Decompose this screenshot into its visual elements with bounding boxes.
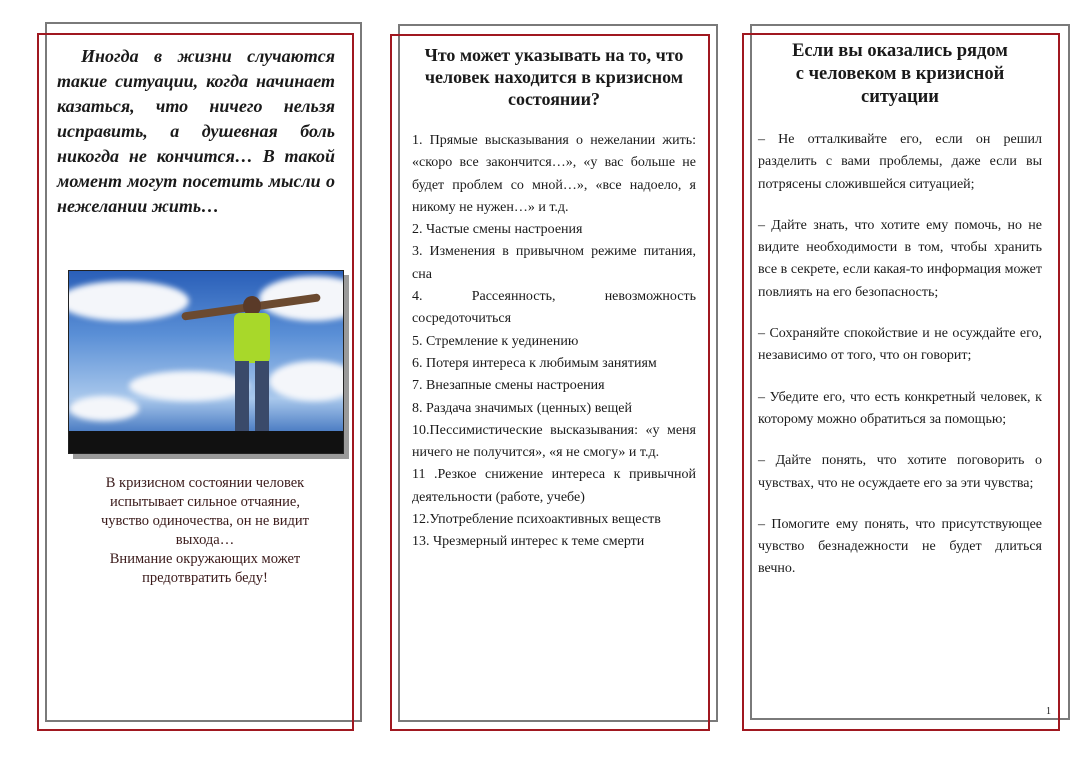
- left-intro-text: [57, 44, 335, 219]
- list-item: 11 .Резкое снижение интереса к привычной деятельности (работе, учебе): [412, 467, 696, 505]
- list-item: 5. Стремление к уединению: [412, 333, 579, 349]
- middle-panel: [412, 44, 696, 554]
- man-sky-photo: [68, 270, 344, 454]
- tip: – Помогите ему понять, что присутствующее чувство безнадежности не будет длиться вечно.: [758, 516, 1042, 577]
- list-item: 4. Рассеянность, невозможность сосредоточиться: [412, 289, 696, 327]
- right-title: Если вы оказались рядом с человеком в кризисной ситуации: [792, 41, 1008, 107]
- list-item: 8. Раздача значимых (ценных) вещей: [412, 400, 632, 416]
- signs-list: [412, 130, 696, 554]
- caption-line: чувство одиночества, он не видит: [100, 513, 310, 529]
- list-item: 6. Потеря интереса к любимым занятиям: [412, 355, 657, 371]
- list-item: 3. Изменения в привычном режиме питания, сна: [412, 244, 696, 282]
- list-item: 10.Пессимистические высказывания: «у меня ничего не получится», «я не смогу» и т.д.: [412, 422, 696, 461]
- tip: – Убедите его, что есть конкретный человек, к которому можно обратиться за помощью;: [758, 389, 1042, 427]
- list-item: 13. Чрезмерный интерес к теме смерти: [412, 534, 645, 550]
- list-item: 12.Употребление психоактивных веществ: [412, 512, 661, 528]
- caption-line: предотвратить беду!: [142, 570, 268, 586]
- caption-line: В кризисном состоянии человек: [105, 475, 305, 491]
- tips-list: [758, 129, 1042, 581]
- tip: – Дайте знать, что хотите ему помочь, но не видите необходимости в том, чтобы хранить все в секрете, если какая-то информация может повлиять на его безопасность;: [758, 217, 1042, 300]
- left-caption: [60, 474, 350, 588]
- right-panel: [758, 40, 1042, 600]
- caption-line: испытывает сильное отчаяние,: [110, 494, 300, 510]
- list-item: 2. Частые смены настроения: [412, 222, 583, 238]
- tip: – Сохраняйте спокойствие и не осуждайте его, независимо от того, что он говорит;: [758, 326, 1042, 364]
- list-item: 1. Прямые высказывания о нежелании жить: «скоро все закончится…», «у вас больше не будет проблем со мной…», «все надоело, я никому не нужен…» и т.д.: [412, 133, 696, 215]
- middle-title: Что может указывать на то, что человек находится в кризисном состоянии?: [424, 45, 684, 109]
- tip: – Не отталкивайте его, если он решил разделить с вами проблемы, даже если вы потрясены сложившейся ситуацией;: [758, 132, 1042, 192]
- tip: – Дайте понять, что хотите поговорить о чувствах, что не осуждаете его за эти чувства;: [758, 453, 1042, 491]
- caption-line: Внимание окружающих может: [109, 551, 301, 567]
- list-item: 7. Внезапные смены настроения: [412, 378, 605, 394]
- intro-paragraph: Иногда в жизни случаются такие ситуации, когда начинает казаться, что ничего нельзя исправить, а душевная боль никогда не кончится… В такой момент могут посетить мысли о нежелании жить…: [57, 46, 335, 216]
- page-number: 1: [1046, 706, 1051, 717]
- caption-line: выхода…: [175, 532, 235, 548]
